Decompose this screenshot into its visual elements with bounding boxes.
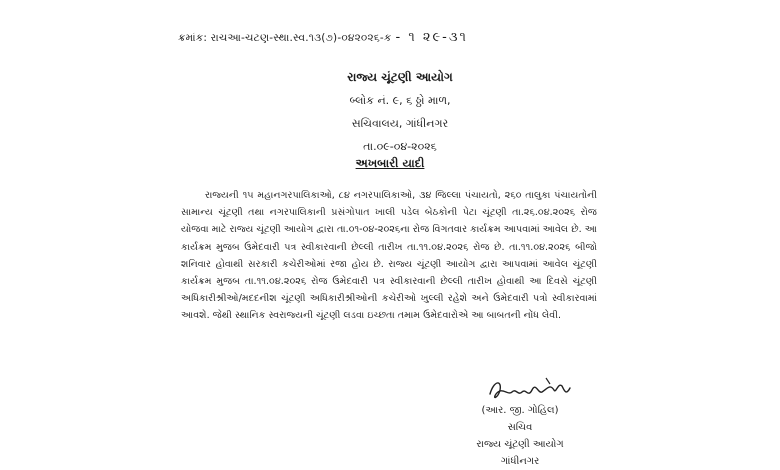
- address-line-2: સચિવાલય, ગાંધીનગર: [351, 117, 449, 130]
- subject-text: અખબારી યાદી: [355, 156, 425, 170]
- letterhead: [300, 66, 500, 158]
- signatory-organization: રાજ્ય ચૂંટણી આયોગ: [476, 439, 564, 450]
- signatory-block: [440, 402, 600, 470]
- reference-number: [178, 30, 468, 45]
- handwritten-reference-number: - ૧ ૨૯-૩૧: [395, 30, 468, 45]
- subject-heading: [0, 156, 780, 171]
- signatory-designation: સચિવ: [507, 422, 533, 433]
- reference-number-text: ક્રમાંક: રાચઆ-ચટણ-સ્થા.સ્વ.૧૩(૭)-૦૪૨૦૨૬-ક: [178, 32, 392, 44]
- body-paragraph: રાજ્યની ૧૫ મહાનગરપાલિકાઓ, ૮૪ નગરપાલિકાઓ, ૩૪ જિલ્લા પંચાયતો, ૨૬૦ તાલુકા પંચાયતોની સામાન્ય ચૂંટણી તથા નગરપાલિકાની પ્રસંગોપાત ખાલી પડેલ બેઠકોની પેટા ચૂંટણી તા.૨૬.૦૪.૨૦૨૬ રોજ યોજવા માટે રાજ્ય ચૂંટણી આયોગ દ્વારા તા.૦૧-૦૪-૨૦૨૬ના રોજ વિગતવાર કાર્યક્રમ આપવામાં આવેલ છે. આ કાર્યક્રમ મુજબ ઉમેદવારી પત્ર સ્વીકારવાની છેલ્લી તારીખ તા.૧૧.૦૪.૨૦૨૬ રોજ છે. તા.૧૧.૦૪.૨૦૨૬ બીજો શનિવાર હોવાથી સરકારી કચેરીઓમાં રજા હોય છે. રાજ્ય ચૂંટણી આયોગ દ્વારા આપવામાં આવેલ ચૂંટણી કાર્યક્રમ મુજબ તા.૧૧.૦૪.૨૦૨૬ રોજ ઉમેદવારી પત્ર સ્વીકારવાની છેલ્લી તારીખ હોવાથી આ દિવસે ચૂંટણી અધિકારીશ્રીઓ/મદદનીશ ચૂંટણી અધિકારીશ્રીઓની કચેરીઓ ખુલ્લી રહેશે અને ઉમેદવારી પત્રો સ્વીકારવામાં આવશે. જેથી સ્થાનિક સ્વરાજ્યની ચૂંટણી લડવા ઇચ્છતા તમામ ઉમેદવારોએ આ બાબતની નોંધ લેવી.: [181, 190, 597, 322]
- signatory-place: ગાંધીનગર: [500, 456, 540, 467]
- organization-name: રાજ્ય ચૂંટણી આયોગ: [347, 70, 453, 84]
- address-line-1: બ્લોક નં. ૯, ૬ ઠ્ઠો માળ,: [349, 94, 451, 107]
- signatory-name: (આર. જી. ગોહિલ): [481, 405, 559, 416]
- letter-date: તા.૦૯-૦૪-૨૦૨૬: [363, 140, 437, 153]
